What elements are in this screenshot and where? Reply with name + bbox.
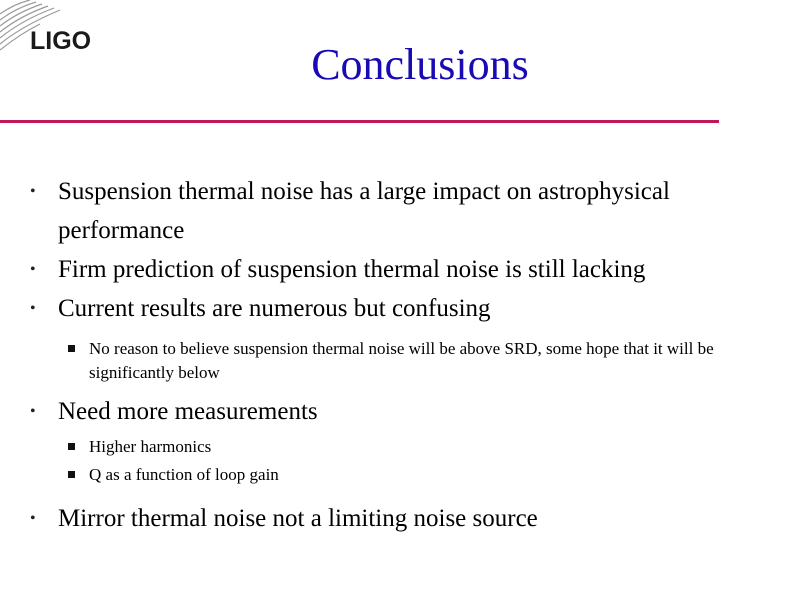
bullet-item (0, 392, 758, 431)
sub-bullet-item (0, 435, 779, 459)
sub-bullet-text: No reason to believe suspension thermal noise will be above SRD, some hope that it will be significantly below (89, 339, 714, 382)
square-bullet-icon (68, 443, 75, 450)
bullet-item (0, 250, 758, 289)
bullet-dot-icon: • (30, 403, 36, 420)
bullet-text: Mirror thermal noise not a limiting noise source (58, 505, 538, 532)
bullet-item (0, 499, 758, 538)
bullet-item (0, 289, 758, 328)
title-divider (0, 120, 719, 123)
square-bullet-icon (68, 471, 75, 478)
bullet-text: Firm prediction of suspension thermal noise is still lacking (58, 256, 646, 283)
logo-text: LIGO (30, 27, 92, 55)
sub-bullet-text: Q as a function of loop gain (89, 465, 279, 484)
bullet-dot-icon: • (30, 183, 36, 200)
ligo-logo (0, 0, 120, 70)
bullet-text: Need more measurements (58, 398, 318, 425)
bullet-text: Current results are numerous but confusing (58, 295, 491, 322)
page-title: Conclusions (311, 40, 529, 89)
bullet-dot-icon: • (30, 510, 36, 527)
bullet-text: Suspension thermal noise has a large impact on astrophysical performance (58, 178, 670, 244)
square-bullet-icon (68, 345, 75, 352)
bullet-item (0, 172, 758, 250)
bullet-dot-icon: • (30, 300, 36, 317)
sub-bullet-item (0, 337, 779, 385)
bullet-list (0, 172, 792, 538)
bullet-dot-icon: • (30, 261, 36, 278)
sub-bullet-item (0, 463, 779, 487)
sub-bullet-text: Higher harmonics (89, 437, 212, 456)
